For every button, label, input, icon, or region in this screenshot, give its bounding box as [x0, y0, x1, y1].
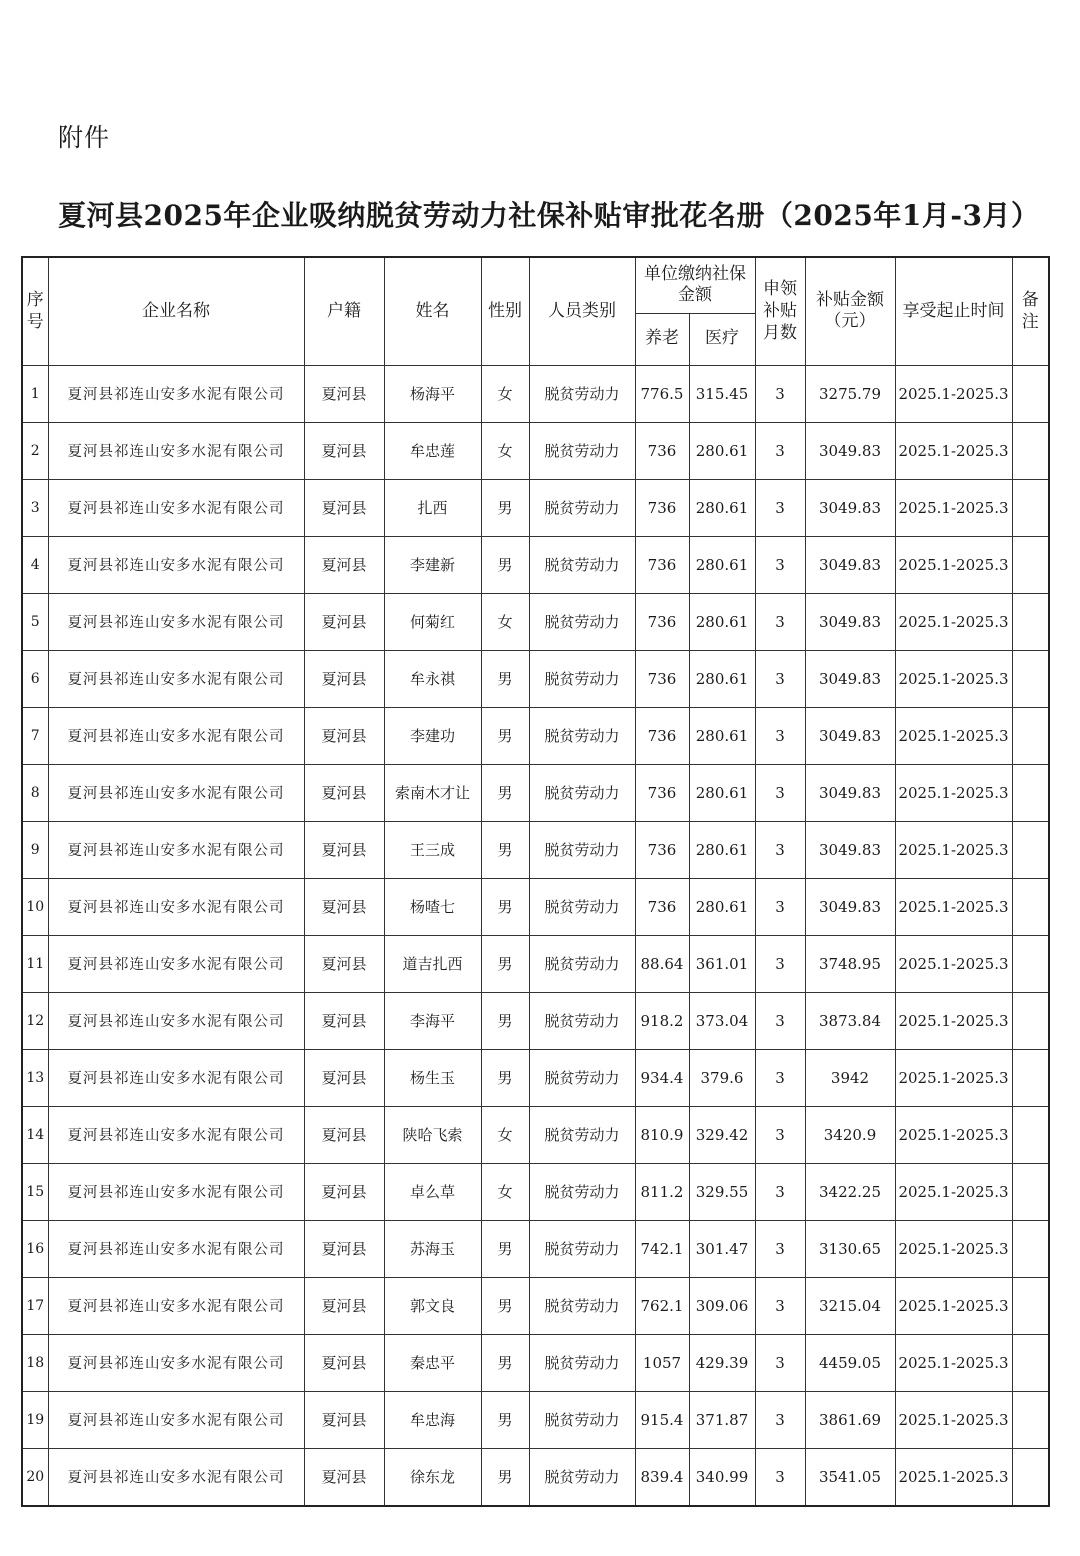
- company-cell: 夏河县祁连山安多水泥有限公司: [48, 1163, 304, 1220]
- remarks-cell: [1012, 1220, 1049, 1277]
- months-cell: 3: [755, 422, 805, 479]
- months-cell: 3: [755, 821, 805, 878]
- household-cell: 夏河县: [304, 935, 384, 992]
- remarks-cell: [1012, 878, 1049, 935]
- months-cell: 3: [755, 1448, 805, 1506]
- header-subsidy: 补贴金额（元）: [805, 257, 895, 365]
- remarks-cell: [1012, 650, 1049, 707]
- gender-cell: 男: [481, 1277, 529, 1334]
- pension-cell: 736: [635, 764, 689, 821]
- name-cell: 李建功: [384, 707, 481, 764]
- category-cell: 脱贫劳动力: [529, 1220, 635, 1277]
- company-cell: 夏河县祁连山安多水泥有限公司: [48, 1106, 304, 1163]
- remarks-cell: [1012, 479, 1049, 536]
- row-index: 2: [22, 422, 48, 479]
- category-cell: 脱贫劳动力: [529, 1277, 635, 1334]
- subsidy-cell: 3420.9: [805, 1106, 895, 1163]
- medical-cell: 280.61: [689, 707, 755, 764]
- document-title: 夏河县2025年企业吸纳脱贫劳动力社保补贴审批花名册（2025年1月-3月）: [58, 199, 1040, 232]
- remarks-cell: [1012, 422, 1049, 479]
- row-index: 13: [22, 1049, 48, 1106]
- medical-cell: 340.99: [689, 1448, 755, 1506]
- pension-cell: 742.1: [635, 1220, 689, 1277]
- category-cell: 脱贫劳动力: [529, 1163, 635, 1220]
- table-row: [22, 707, 1049, 764]
- table-row: [22, 1391, 1049, 1448]
- period-cell: 2025.1-2025.3: [895, 1163, 1012, 1220]
- subsidy-cell: 3422.25: [805, 1163, 895, 1220]
- household-cell: 夏河县: [304, 1163, 384, 1220]
- category-cell: 脱贫劳动力: [529, 1391, 635, 1448]
- subsidy-cell: 3942: [805, 1049, 895, 1106]
- months-cell: 3: [755, 1220, 805, 1277]
- months-cell: 3: [755, 1049, 805, 1106]
- category-cell: 脱贫劳动力: [529, 536, 635, 593]
- table-row: [22, 1334, 1049, 1391]
- remarks-cell: [1012, 1391, 1049, 1448]
- months-cell: 3: [755, 935, 805, 992]
- category-cell: 脱贫劳动力: [529, 479, 635, 536]
- company-cell: 夏河县祁连山安多水泥有限公司: [48, 1049, 304, 1106]
- name-cell: 杨喳七: [384, 878, 481, 935]
- medical-cell: 280.61: [689, 479, 755, 536]
- category-cell: 脱贫劳动力: [529, 707, 635, 764]
- pension-cell: 1057: [635, 1334, 689, 1391]
- category-cell: 脱贫劳动力: [529, 935, 635, 992]
- name-cell: 卓么草: [384, 1163, 481, 1220]
- months-cell: 3: [755, 878, 805, 935]
- table-row: [22, 992, 1049, 1049]
- table-row: [22, 365, 1049, 422]
- months-cell: 3: [755, 536, 805, 593]
- name-cell: 徐东龙: [384, 1448, 481, 1506]
- pension-cell: 839.4: [635, 1448, 689, 1506]
- period-cell: 2025.1-2025.3: [895, 1049, 1012, 1106]
- period-cell: 2025.1-2025.3: [895, 536, 1012, 593]
- pension-cell: 915.4: [635, 1391, 689, 1448]
- months-cell: 3: [755, 1163, 805, 1220]
- row-index: 4: [22, 536, 48, 593]
- household-cell: 夏河县: [304, 821, 384, 878]
- remarks-cell: [1012, 1277, 1049, 1334]
- subsidy-cell: 3275.79: [805, 365, 895, 422]
- table-row: [22, 821, 1049, 878]
- name-cell: 牟忠海: [384, 1391, 481, 1448]
- period-cell: 2025.1-2025.3: [895, 593, 1012, 650]
- row-index: 10: [22, 878, 48, 935]
- company-cell: 夏河县祁连山安多水泥有限公司: [48, 1277, 304, 1334]
- remarks-cell: [1012, 593, 1049, 650]
- row-index: 15: [22, 1163, 48, 1220]
- table-row: [22, 878, 1049, 935]
- medical-cell: 280.61: [689, 650, 755, 707]
- months-cell: 3: [755, 707, 805, 764]
- pension-cell: 736: [635, 650, 689, 707]
- table-row: [22, 1049, 1049, 1106]
- category-cell: 脱贫劳动力: [529, 992, 635, 1049]
- gender-cell: 女: [481, 1163, 529, 1220]
- period-cell: 2025.1-2025.3: [895, 1448, 1012, 1506]
- pension-cell: 736: [635, 593, 689, 650]
- period-cell: 2025.1-2025.3: [895, 821, 1012, 878]
- name-cell: 牟永祺: [384, 650, 481, 707]
- company-cell: 夏河县祁连山安多水泥有限公司: [48, 1448, 304, 1506]
- period-cell: 2025.1-2025.3: [895, 992, 1012, 1049]
- subsidy-cell: 3215.04: [805, 1277, 895, 1334]
- table-row: [22, 935, 1049, 992]
- subsidy-cell: 3049.83: [805, 821, 895, 878]
- company-cell: 夏河县祁连山安多水泥有限公司: [48, 650, 304, 707]
- name-cell: 道吉扎西: [384, 935, 481, 992]
- row-index: 12: [22, 992, 48, 1049]
- row-index: 7: [22, 707, 48, 764]
- name-cell: 李建新: [384, 536, 481, 593]
- medical-cell: 280.61: [689, 593, 755, 650]
- period-cell: 2025.1-2025.3: [895, 1391, 1012, 1448]
- gender-cell: 男: [481, 707, 529, 764]
- period-cell: 2025.1-2025.3: [895, 365, 1012, 422]
- period-cell: 2025.1-2025.3: [895, 935, 1012, 992]
- pension-cell: 762.1: [635, 1277, 689, 1334]
- company-cell: 夏河县祁连山安多水泥有限公司: [48, 593, 304, 650]
- medical-cell: 301.47: [689, 1220, 755, 1277]
- category-cell: 脱贫劳动力: [529, 878, 635, 935]
- category-cell: 脱贫劳动力: [529, 650, 635, 707]
- header-contribution-group: 单位缴纳社保金额: [635, 257, 755, 313]
- subsidy-cell: 3049.83: [805, 593, 895, 650]
- remarks-cell: [1012, 536, 1049, 593]
- remarks-cell: [1012, 365, 1049, 422]
- medical-cell: 309.06: [689, 1277, 755, 1334]
- medical-cell: 280.61: [689, 878, 755, 935]
- pension-cell: 934.4: [635, 1049, 689, 1106]
- household-cell: 夏河县: [304, 365, 384, 422]
- period-cell: 2025.1-2025.3: [895, 422, 1012, 479]
- row-index: 14: [22, 1106, 48, 1163]
- medical-cell: 280.61: [689, 422, 755, 479]
- household-cell: 夏河县: [304, 422, 384, 479]
- subsidy-cell: 3873.84: [805, 992, 895, 1049]
- months-cell: 3: [755, 992, 805, 1049]
- header-name: 姓名: [384, 257, 481, 365]
- name-cell: 陕哈飞索: [384, 1106, 481, 1163]
- remarks-cell: [1012, 1106, 1049, 1163]
- period-cell: 2025.1-2025.3: [895, 878, 1012, 935]
- company-cell: 夏河县祁连山安多水泥有限公司: [48, 992, 304, 1049]
- company-cell: 夏河县祁连山安多水泥有限公司: [48, 1391, 304, 1448]
- category-cell: 脱贫劳动力: [529, 365, 635, 422]
- company-cell: 夏河县祁连山安多水泥有限公司: [48, 422, 304, 479]
- household-cell: 夏河县: [304, 1220, 384, 1277]
- header-index: 序号: [22, 257, 48, 365]
- table-row: [22, 593, 1049, 650]
- row-index: 17: [22, 1277, 48, 1334]
- household-cell: 夏河县: [304, 479, 384, 536]
- medical-cell: 429.39: [689, 1334, 755, 1391]
- remarks-cell: [1012, 821, 1049, 878]
- household-cell: 夏河县: [304, 1277, 384, 1334]
- medical-cell: 329.42: [689, 1106, 755, 1163]
- company-cell: 夏河县祁连山安多水泥有限公司: [48, 707, 304, 764]
- row-index: 3: [22, 479, 48, 536]
- household-cell: 夏河县: [304, 1391, 384, 1448]
- gender-cell: 男: [481, 1448, 529, 1506]
- medical-cell: 371.87: [689, 1391, 755, 1448]
- company-cell: 夏河县祁连山安多水泥有限公司: [48, 1220, 304, 1277]
- medical-cell: 379.6: [689, 1049, 755, 1106]
- household-cell: 夏河县: [304, 764, 384, 821]
- subsidy-cell: 3748.95: [805, 935, 895, 992]
- months-cell: 3: [755, 650, 805, 707]
- company-cell: 夏河县祁连山安多水泥有限公司: [48, 536, 304, 593]
- household-cell: 夏河县: [304, 707, 384, 764]
- gender-cell: 男: [481, 1391, 529, 1448]
- gender-cell: 男: [481, 536, 529, 593]
- pension-cell: 736: [635, 422, 689, 479]
- period-cell: 2025.1-2025.3: [895, 650, 1012, 707]
- gender-cell: 男: [481, 1049, 529, 1106]
- gender-cell: 男: [481, 821, 529, 878]
- remarks-cell: [1012, 935, 1049, 992]
- months-cell: 3: [755, 593, 805, 650]
- pension-cell: 776.5: [635, 365, 689, 422]
- gender-cell: 男: [481, 1334, 529, 1391]
- household-cell: 夏河县: [304, 1334, 384, 1391]
- subsidy-roster-table: [21, 256, 1050, 1507]
- period-cell: 2025.1-2025.3: [895, 1106, 1012, 1163]
- category-cell: 脱贫劳动力: [529, 593, 635, 650]
- header-pension: 养老: [635, 313, 689, 365]
- period-cell: 2025.1-2025.3: [895, 1334, 1012, 1391]
- header-household: 户籍: [304, 257, 384, 365]
- table-row: [22, 650, 1049, 707]
- name-cell: 李海平: [384, 992, 481, 1049]
- months-cell: 3: [755, 1391, 805, 1448]
- remarks-cell: [1012, 707, 1049, 764]
- medical-cell: 280.61: [689, 536, 755, 593]
- company-cell: 夏河县祁连山安多水泥有限公司: [48, 1334, 304, 1391]
- header-months: 申领补贴月数: [755, 257, 805, 365]
- medical-cell: 329.55: [689, 1163, 755, 1220]
- remarks-cell: [1012, 1334, 1049, 1391]
- household-cell: 夏河县: [304, 1049, 384, 1106]
- category-cell: 脱贫劳动力: [529, 764, 635, 821]
- remarks-cell: [1012, 1049, 1049, 1106]
- subsidy-cell: 3049.83: [805, 707, 895, 764]
- period-cell: 2025.1-2025.3: [895, 1220, 1012, 1277]
- row-index: 16: [22, 1220, 48, 1277]
- pension-cell: 736: [635, 707, 689, 764]
- name-cell: 秦忠平: [384, 1334, 481, 1391]
- table-row: [22, 764, 1049, 821]
- months-cell: 3: [755, 479, 805, 536]
- household-cell: 夏河县: [304, 1448, 384, 1506]
- roster-body: [22, 365, 1049, 1506]
- table-row: [22, 1220, 1049, 1277]
- subsidy-cell: 3049.83: [805, 479, 895, 536]
- period-cell: 2025.1-2025.3: [895, 764, 1012, 821]
- gender-cell: 女: [481, 593, 529, 650]
- name-cell: 牟忠莲: [384, 422, 481, 479]
- name-cell: 何菊红: [384, 593, 481, 650]
- company-cell: 夏河县祁连山安多水泥有限公司: [48, 821, 304, 878]
- period-cell: 2025.1-2025.3: [895, 707, 1012, 764]
- company-cell: 夏河县祁连山安多水泥有限公司: [48, 764, 304, 821]
- household-cell: 夏河县: [304, 536, 384, 593]
- header-medical: 医疗: [689, 313, 755, 365]
- subsidy-cell: 3049.83: [805, 536, 895, 593]
- subsidy-cell: 3541.05: [805, 1448, 895, 1506]
- category-cell: 脱贫劳动力: [529, 422, 635, 479]
- gender-cell: 男: [481, 650, 529, 707]
- subsidy-cell: 3049.83: [805, 764, 895, 821]
- gender-cell: 男: [481, 1220, 529, 1277]
- category-cell: 脱贫劳动力: [529, 1334, 635, 1391]
- pension-cell: 810.9: [635, 1106, 689, 1163]
- medical-cell: 280.61: [689, 821, 755, 878]
- row-index: 18: [22, 1334, 48, 1391]
- gender-cell: 男: [481, 878, 529, 935]
- row-index: 5: [22, 593, 48, 650]
- medical-cell: 315.45: [689, 365, 755, 422]
- remarks-cell: [1012, 1163, 1049, 1220]
- category-cell: 脱贫劳动力: [529, 821, 635, 878]
- months-cell: 3: [755, 1106, 805, 1163]
- name-cell: 杨生玉: [384, 1049, 481, 1106]
- remarks-cell: [1012, 992, 1049, 1049]
- header-company: 企业名称: [48, 257, 304, 365]
- gender-cell: 女: [481, 1106, 529, 1163]
- pension-cell: 736: [635, 821, 689, 878]
- subsidy-cell: 3049.83: [805, 422, 895, 479]
- medical-cell: 280.61: [689, 764, 755, 821]
- row-index: 9: [22, 821, 48, 878]
- company-cell: 夏河县祁连山安多水泥有限公司: [48, 365, 304, 422]
- household-cell: 夏河县: [304, 1106, 384, 1163]
- company-cell: 夏河县祁连山安多水泥有限公司: [48, 479, 304, 536]
- pension-cell: 811.2: [635, 1163, 689, 1220]
- row-index: 20: [22, 1448, 48, 1506]
- period-cell: 2025.1-2025.3: [895, 479, 1012, 536]
- table-row: [22, 1448, 1049, 1506]
- gender-cell: 男: [481, 935, 529, 992]
- header-category: 人员类别: [529, 257, 635, 365]
- months-cell: 3: [755, 365, 805, 422]
- gender-cell: 女: [481, 422, 529, 479]
- gender-cell: 女: [481, 365, 529, 422]
- remarks-cell: [1012, 764, 1049, 821]
- name-cell: 杨海平: [384, 365, 481, 422]
- pension-cell: 918.2: [635, 992, 689, 1049]
- header-remarks: 备注: [1012, 257, 1049, 365]
- subsidy-cell: 3861.69: [805, 1391, 895, 1448]
- remarks-cell: [1012, 1448, 1049, 1506]
- table-row: [22, 536, 1049, 593]
- category-cell: 脱贫劳动力: [529, 1448, 635, 1506]
- gender-cell: 男: [481, 479, 529, 536]
- household-cell: 夏河县: [304, 593, 384, 650]
- table-row: [22, 1163, 1049, 1220]
- attachment-label: 附件: [58, 123, 111, 152]
- pension-cell: 88.64: [635, 935, 689, 992]
- row-index: 8: [22, 764, 48, 821]
- pension-cell: 736: [635, 878, 689, 935]
- household-cell: 夏河县: [304, 650, 384, 707]
- months-cell: 3: [755, 1334, 805, 1391]
- category-cell: 脱贫劳动力: [529, 1049, 635, 1106]
- household-cell: 夏河县: [304, 878, 384, 935]
- subsidy-cell: 3049.83: [805, 650, 895, 707]
- row-index: 1: [22, 365, 48, 422]
- table-row: [22, 422, 1049, 479]
- medical-cell: 373.04: [689, 992, 755, 1049]
- medical-cell: 361.01: [689, 935, 755, 992]
- header-period: 享受起止时间: [895, 257, 1012, 365]
- table-row: [22, 479, 1049, 536]
- company-cell: 夏河县祁连山安多水泥有限公司: [48, 935, 304, 992]
- table-row: [22, 1106, 1049, 1163]
- name-cell: 扎西: [384, 479, 481, 536]
- name-cell: 苏海玉: [384, 1220, 481, 1277]
- row-index: 19: [22, 1391, 48, 1448]
- months-cell: 3: [755, 1277, 805, 1334]
- company-cell: 夏河县祁连山安多水泥有限公司: [48, 878, 304, 935]
- subsidy-cell: 4459.05: [805, 1334, 895, 1391]
- pension-cell: 736: [635, 536, 689, 593]
- name-cell: 郭文良: [384, 1277, 481, 1334]
- name-cell: 索南木才让: [384, 764, 481, 821]
- gender-cell: 男: [481, 764, 529, 821]
- name-cell: 王三成: [384, 821, 481, 878]
- months-cell: 3: [755, 764, 805, 821]
- household-cell: 夏河县: [304, 992, 384, 1049]
- gender-cell: 男: [481, 992, 529, 1049]
- row-index: 11: [22, 935, 48, 992]
- row-index: 6: [22, 650, 48, 707]
- category-cell: 脱贫劳动力: [529, 1106, 635, 1163]
- pension-cell: 736: [635, 479, 689, 536]
- subsidy-cell: 3130.65: [805, 1220, 895, 1277]
- table-row: [22, 1277, 1049, 1334]
- header-gender: 性别: [481, 257, 529, 365]
- period-cell: 2025.1-2025.3: [895, 1277, 1012, 1334]
- subsidy-cell: 3049.83: [805, 878, 895, 935]
